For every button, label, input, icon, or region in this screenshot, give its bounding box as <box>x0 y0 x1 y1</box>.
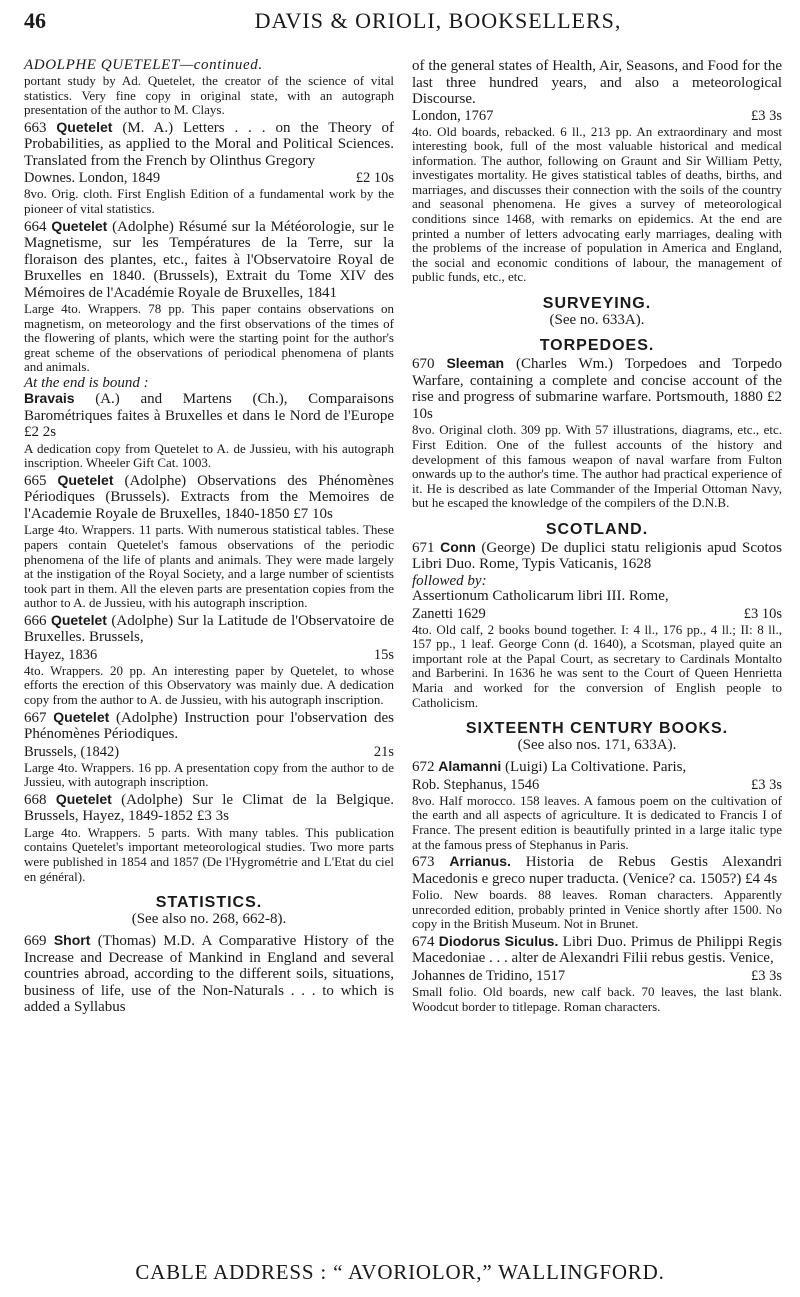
bound-with-note: At the end is bound : <box>24 375 149 392</box>
lot-title: (Charles Wm.) Torpedoes and Torpedo Warfare, containing a complete and concise account of the rise and progress of submarine warfare. Portsmouth, 1880 £2 10s <box>412 356 783 422</box>
section-note: (See also nos. 171, 633A). <box>517 737 677 754</box>
lot-title: (Adolphe) Instruction pour l'observation des Phénomènes Périodiques. <box>24 709 394 743</box>
lot-price: £3 10s <box>743 605 782 622</box>
lot-670 <box>412 355 782 511</box>
lot-imprint: Zanetti 1629 <box>412 605 486 622</box>
lot-author: Diodorus Siculus. <box>438 932 559 949</box>
publisher-heading: DAVIS & ORIOLI, BOOKSELLERS, <box>254 8 622 33</box>
lot-number: 668 <box>24 791 47 808</box>
lot-669 <box>24 932 394 1016</box>
lot-title: (A.) and Martens (Ch.), Comparaisons Barométriques faites à Bruxelles et dans le Nord de l'Europe <box>24 391 394 424</box>
lot-number: 674 <box>412 933 435 950</box>
lot-666 <box>24 612 394 708</box>
continuation-heading: ADOLPHE QUETELET—continued. <box>24 57 263 73</box>
lot-author: Sleeman <box>446 355 505 372</box>
lot-author: Quetelet <box>55 790 112 807</box>
lot-imprint: Brussels, (1842) <box>24 743 120 760</box>
lot-price: 15s <box>373 646 394 663</box>
section-heading-torpedoes: TORPEDOES. <box>539 337 655 355</box>
lot-author: Conn <box>440 538 476 555</box>
lot-667 <box>24 709 394 790</box>
lot-description: 4to. Old calf, 2 books bound together. I: 4 ll., 176 pp., 4 ll.; II: 8 ll., 157 pp., 1 leaf. George Conn (d. 1640), a Scotsman, played quite an important role at the Papal Court, as secretary to Cardinals Montalto and Barberini. In 1636 he was sent to the Court of Queen Henrietta Maria and worked for the conversion of English people to Catholicism. <box>412 621 782 710</box>
lot-description: Folio. New boards. 88 leaves. Roman characters. Apparently unrecorded edition, probably printed in Venice shortly after 1500. No copy in the British Museum. Not in Brunet. <box>412 887 782 932</box>
lot-title: (Adolphe) Résumé sur la Météorologie, sur le Magnetisme, sur les Températures de la Terre, sur la floraison des plantes, etc., faites à l'Observatoire Royal de Bruxelles en 1840. (Brussels), Extrait du Tome XIV des Mémoires de l'Académie Royale de Bruxelles, 1841 <box>24 218 394 301</box>
lot-674 <box>412 933 782 1014</box>
left-column <box>24 58 394 1017</box>
lot-author: Arrianus. <box>449 853 511 870</box>
lot-author: Quetelet <box>50 611 107 628</box>
two-columns <box>24 58 782 1017</box>
lot-description: 8vo. Orig. cloth. First English Edition of a fundamental work by the pioneer of vital statistics. <box>24 186 394 216</box>
lot-description: 4to. Old boards, rebacked. 6 ll., 213 pp. An extraordinary and most interesting book, full of the most valuable historical and medical information. The author, following on Graunt and Sir William Petty, investigates mortality. He gives statistical tables of deaths, births, and marriages, and discusses their connection with the soils of the country and seasonal phenomena. He gives a survey of meteorological conditions since 1468, with remarks on epidemics. At the end are printed a number of letters advocating early marriages, dealing with the problems of the increase of population in America and England, the social and economic conditions of labour, the management of public funds, etc., etc. <box>412 123 782 285</box>
lot-author: Quetelet <box>56 118 113 135</box>
page-number: 46 <box>24 8 46 33</box>
section-note: (See no. 633A). <box>549 312 645 329</box>
lot-number: 664 <box>24 218 47 235</box>
section-heading-surveying: SURVEYING. <box>542 295 652 313</box>
section-heading-scotland: SCOTLAND. <box>545 520 649 538</box>
lot-description: A dedication copy from Quetelet to A. de Jussieu, with his autograph inscription. Wheeler Gift Cat. 1003. <box>24 440 394 471</box>
right-column <box>412 58 782 1017</box>
section-heading-statistics: STATISTICS. <box>155 894 263 912</box>
lot-author: Quetelet <box>53 708 110 725</box>
lot-imprint: London, 1767 <box>412 107 494 124</box>
lot-671 <box>412 539 782 710</box>
lot-title: Libri Duo. Primus de Philippi Regis Macedoniae . . . alter de Alexandri Filii rebus gestis. Venice, <box>412 933 783 967</box>
lot-bravais <box>24 376 394 471</box>
lot-description: Large 4to. Wrappers. 78 pp. This paper contains observations on magnetism, on meteorology and the first observations of the times of the flowering of plants, which were the starting point for the author's great scheme of the observations of periodical phenomena of plants and animals. <box>24 301 394 375</box>
lot-number: 663 <box>24 119 47 136</box>
lot-price: 21s <box>373 743 394 760</box>
lot-title: (Adolphe) Sur le Climat de la Belgique. Brussels, Hayez, 1849-1852 £3 3s <box>24 791 395 825</box>
lot-number: 673 <box>412 854 435 871</box>
lot-number: 671 <box>412 539 435 556</box>
lot-price: £7 10s <box>293 505 333 522</box>
lot-price: £2 10s <box>355 170 394 187</box>
continuation-text: portant study by Ad. Quetelet, the creator of the science of vital statistics. Very fine copy in original state, with an autograph presentation of the author to M. Clays. <box>24 73 394 118</box>
cable-address-footer: CABLE ADDRESS : “ AVORIOLOR,” WALLINGFORD. <box>135 1260 665 1284</box>
lot-author: Alamanni <box>438 758 502 775</box>
lot-title: (Adolphe) Sur la Latitude de l'Observatoire de Bruxelles. Brussels, <box>24 612 395 646</box>
lot-number: 667 <box>24 709 47 726</box>
lot-number: 670 <box>412 356 435 373</box>
lot-title: (Adolphe) Observations des Phénomènes Périodiques (Brussels). Extracts from the Memoires de l'Academie Royale de Bruxelles, 1840-1850 <box>24 472 395 522</box>
lot-665 <box>24 472 394 611</box>
lot-description: Large 4to. Wrappers. 11 parts. With numerous statistical tables. These papers contain Quetelet's famous observations of the periodic phenomena of the life of plants and animals. They were made largely at the instigation of the Royal Society, and a large number of scientists took part in them. All the eleven parts are presentation copies from the author to A. de Jussieu, with his autograph inscription. <box>24 522 394 611</box>
lot-description: 8vo. Original cloth. 309 pp. With 57 illustrations, diagrams, etc., etc. First Edition. One of the fullest accounts of the history and development of this famous weapon of naval warfare from Fulton onwards up to the author's time. The author had practical experience of it. He is described as late Commander of the Imperial Ottoman Navy, but he escaped the knowledge of the compilers of the D.N.B. <box>412 422 782 511</box>
lot-author: Bravais <box>24 390 75 407</box>
lot-imprint: Rob. Stephanus, 1546 <box>412 776 540 793</box>
lot-664 <box>24 218 394 375</box>
lot-description: Large 4to. Wrappers. 16 pp. A presentation copy from the author to de Jussieu, with autograph inscription. <box>24 759 394 790</box>
lot-imprint: Hayez, 1836 <box>24 646 98 663</box>
lot-author: Short <box>53 932 91 949</box>
lot-imprint: Johannes de Tridino, 1517 <box>412 967 566 984</box>
lot-672 <box>412 758 782 852</box>
lot-price: £3 3s <box>750 776 782 793</box>
section-heading-sixteenth-century: SIXTEENTH CENTURY BOOKS. <box>465 720 729 738</box>
lot-673 <box>412 853 782 932</box>
lot-title: (M. A.) Letters . . . on the Theory of Probabilities, as applied to the Moral and Political Sciences. Translated from the French by Olinthus Gregory <box>24 119 395 169</box>
lot-title: of the general states of Health, Air, Seasons, and Food for the last three hundred years, and also a meteorological Discourse. <box>412 58 782 107</box>
followed-by-note: followed by: <box>412 572 487 589</box>
lot-668 <box>24 791 394 884</box>
lot-number: 666 <box>24 612 47 629</box>
lot-title: (George) De duplici statu religionis apud Scotos Libri Duo. Rome, Typis Vaticanis, 1628 <box>412 539 783 573</box>
lot-title: (Thomas) M.D. A Comparative History of the Increase and Decrease of Mankind in England and several countries abroad, according to the different soils, situations, business of life, use of the Non-Naturals . . . to which is added a Syllabus <box>24 933 394 1016</box>
lot-title: (Luigi) La Coltivatione. Paris, <box>505 759 687 776</box>
lot-description: Small folio. Old boards, new calf back. 70 leaves, the last blank. Woodcut border to titlepage. Roman characters. <box>412 983 782 1014</box>
lot-669-continued <box>412 58 782 285</box>
lot-number: 672 <box>412 759 435 776</box>
lot-description: 4to. Wrappers. 20 pp. An interesting paper by Quetelet, to whose efforts the erection of this Observatory was mainly due. A dedication copy from the author to A. de Jussieu, with his autograph inscription. <box>24 662 394 708</box>
lot-price: £4 4s <box>745 870 778 887</box>
section-note: (See also no. 268, 662-8). <box>131 911 287 928</box>
lot-663 <box>24 119 394 217</box>
lot-number: 669 <box>24 933 47 950</box>
lot-title: Historia de Rebus Gestis Alexandri Macedonis e greco nuper traducta. (Venice? ca. 1505?) <box>412 854 783 887</box>
lot-price: £3 3s <box>750 107 782 124</box>
lot-author: Quetelet <box>51 217 108 234</box>
lot-author: Quetelet <box>57 471 114 488</box>
running-head <box>24 8 782 38</box>
lot-description: 8vo. Half morocco. 158 leaves. A famous poem on the cultivation of the earth and all aspects of agriculture. It is dedicated to Francis I of France. The present edition is beautifully printed in a large italic type at the famous press of Stephanus in Paris. <box>412 792 782 852</box>
lot-second-title: Assertionum Catholicarum libri III. Rome, <box>412 588 669 605</box>
lot-price: £3 3s <box>750 967 782 984</box>
lot-price: £2 2s <box>24 424 57 441</box>
lot-number: 665 <box>24 472 47 489</box>
lot-description: Large 4to. Wrappers. 5 parts. With many tables. This publication contains Quetelet's important meteorological studies. Two more parts were published in 1854 and 1857 (De l'Hygrométrie and L'Etat du ciel en général). <box>24 824 394 884</box>
lot-imprint: Downes. London, 1849 <box>24 170 161 187</box>
